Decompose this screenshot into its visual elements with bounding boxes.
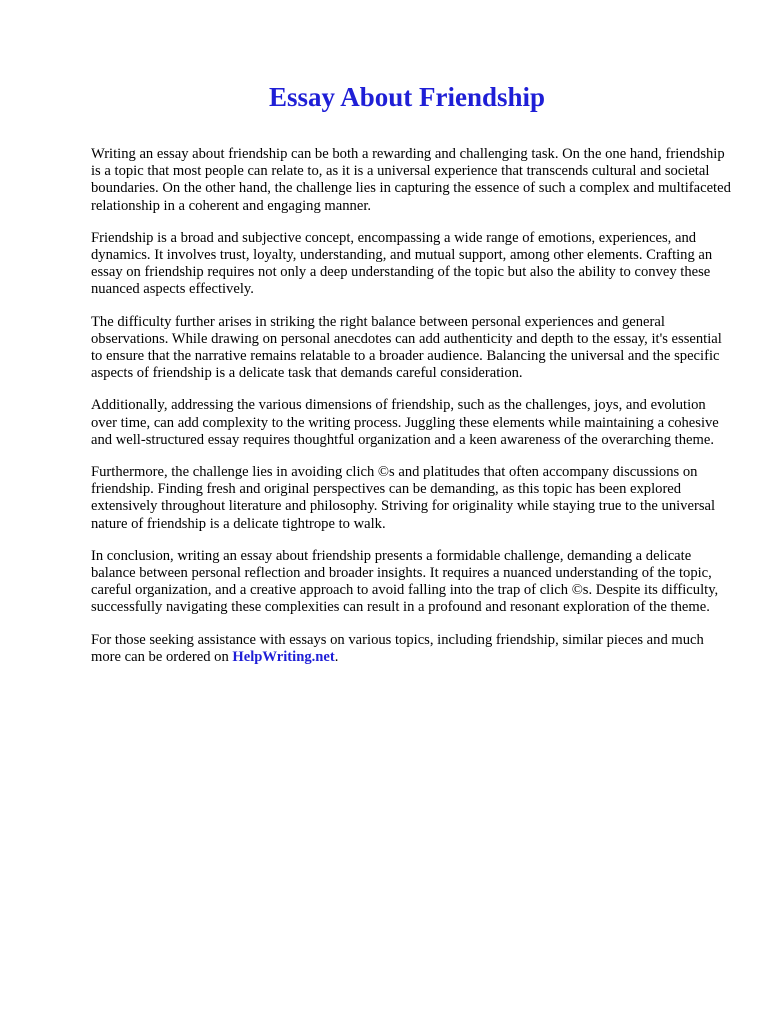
paragraph-6: In conclusion, writing an essay about friendship presents a formidable challenge, demanding a delicate balance between personal reflection and broader insights. It requires a nuanced understanding of the topic, careful organization, and a creative approach to avoid falling into the trap of clich ©s. Despite its difficulty, successfully navigating these complexities can result in a profound and resonant exploration of the theme. (91, 547, 719, 616)
paragraph-3: The difficulty further arises in striking the right balance between personal experiences and general observations. While drawing on personal anecdotes can add authenticity and depth to the essay, it's essential to ensure that the narrative remains relatable to a broader audience. Balancing the universal and the specific aspects of friendship is a delicate task that demands careful consideration. (91, 313, 722, 382)
closing-text: For those seeking assistance with essays on various topics, including friendship, similar pieces and much more can be ordered on (91, 631, 704, 665)
closing-period: . (334, 648, 339, 665)
page-title: Essay About Friendship (268, 82, 546, 112)
paragraph-7 (91, 632, 731, 666)
helpwriting-link[interactable]: HelpWriting.net (232, 648, 335, 665)
paragraph-2: Friendship is a broad and subjective concept, encompassing a wide range of emotions, experiences, and dynamics. It involves trust, loyalty, understanding, and mutual support, among other elements. Crafting an essay on friendship requires not only a deep understanding of the topic but also the ability to convey these nuanced aspects effectively. (91, 229, 713, 298)
paragraph-5: Furthermore, the challenge lies in avoiding clich ©s and platitudes that often accompany discussions on friendship. Finding fresh and original perspectives can be demanding, as this topic has been explored extensively throughout literature and philosophy. Striving for originality while staying true to the universal nature of friendship is a delicate tightrope to walk. (91, 464, 716, 532)
paragraph-1: Writing an essay about friendship can be both a rewarding and challenging task. On the one hand, friendship is a topic that most people can relate to, as it is a universal experience that transcends cultural and societal boundaries. On the other hand, the challenge lies in capturing the essence of such a complex and multifaceted relationship in a coherent and engaging manner. (91, 146, 731, 214)
essay-body (91, 146, 731, 681)
paragraph-4: Additionally, addressing the various dimensions of friendship, such as the challenges, joys, and evolution over time, can add complexity to the writing process. Juggling these elements while maintaining a cohesive and well-structured essay requires thoughtful organization and a keen awareness of the overarching theme. (91, 397, 719, 448)
